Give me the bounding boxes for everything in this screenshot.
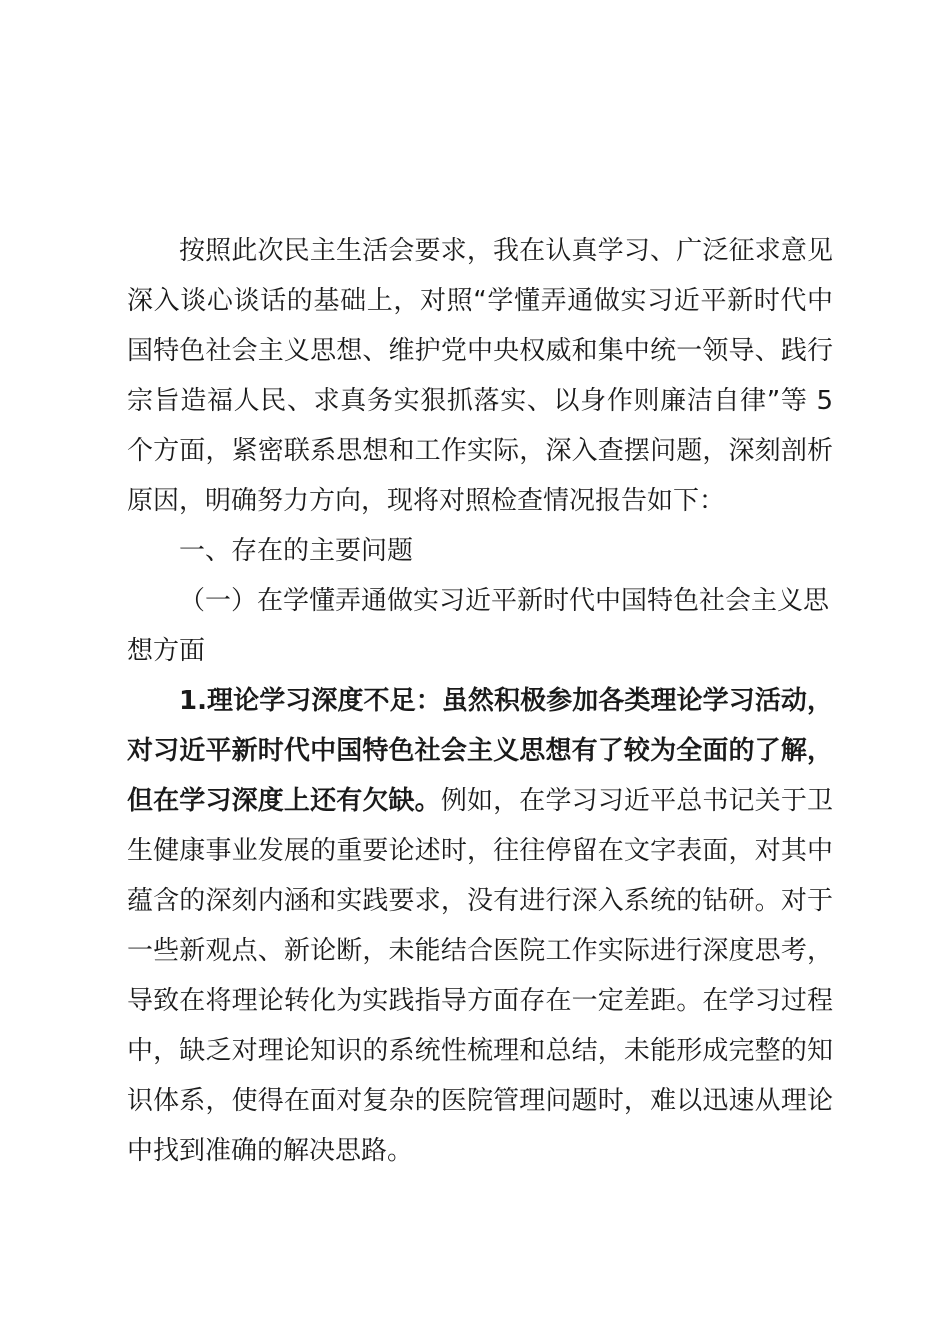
point-1-paragraph: [127, 676, 833, 1176]
point-1-lead: 1.理论学习深度不足：虽然积极参加各类理论学习活动，对习近平新时代中国特色社会主义思想有了较为全面的了解，但在学习深度上还有欠缺。: [127, 686, 833, 816]
section-heading: 一、存在的主要问题: [179, 536, 414, 566]
document-body: [127, 226, 833, 1176]
subsection-heading: （一）在学懂弄通做实习近平新时代中国特色社会主义思想方面: [127, 586, 830, 666]
intro-paragraph: 按照此次民主生活会要求，我在认真学习、广泛征求意见深入谈心谈话的基础上，对照“学懂弄通做实习近平新时代中国特色社会主义思想、维护党中央权威和集中统一领导、践行宗旨造福人民、求真务实狠抓落实、以身作则廉洁自律”等 5 个方面，紧密联系思想和工作实际，深入查摆问题，深刻剖析原因，明确努力方向，现将对照检查情况报告如下：: [127, 236, 833, 516]
point-1-body: 例如，在学习习近平总书记关于卫生健康事业发展的重要论述时，往往停留在文字表面，对其中蕴含的深刻内涵和实践要求，没有进行深入系统的钻研。对于一些新观点、新论断，未能结合医院工作实际进行深度思考，导致在将理论转化为实践指导方面存在一定差距。在学习过程中，缺乏对理论知识的系统性梳理和总结，未能形成完整的知识体系，使得在面对复杂的医院管理问题时，难以迅速从理论中找到准确的解决思路。: [127, 786, 833, 1166]
